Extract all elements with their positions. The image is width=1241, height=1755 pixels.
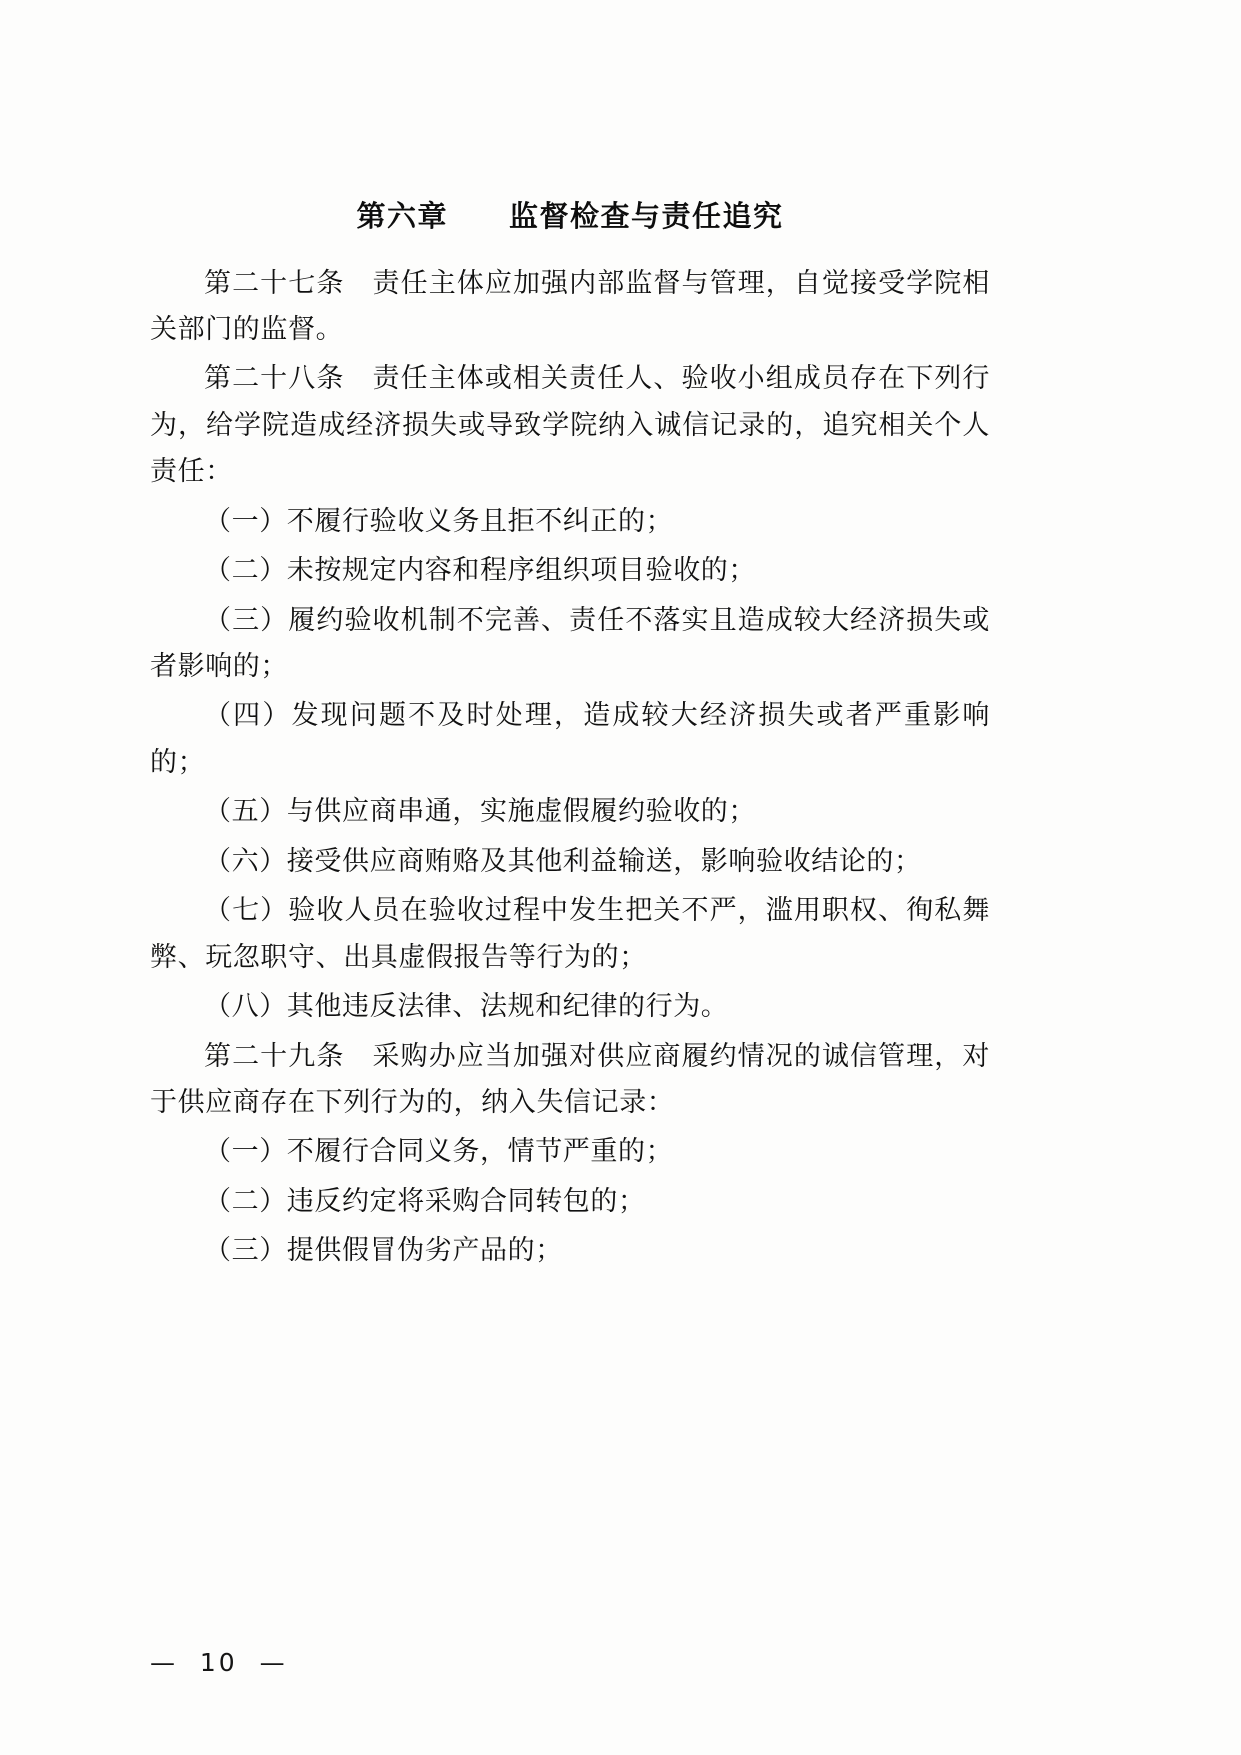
article-29-item-1: （一）不履行合同义务，情节严重的；	[204, 1136, 674, 1168]
article-28: 第二十八条 责任主体或相关责任人、验收小组成员存在下列行为，给学院造成经济损失或导致学院纳入诚信记录的，追究相关个人责任：	[150, 363, 990, 488]
article-28-item-6: （六）接受供应商贿赂及其他利益输送，影响验收结论的；	[204, 845, 922, 877]
article-29-item-3: （三）提供假冒伪劣产品的；	[204, 1235, 563, 1267]
article-29-item-2: （二）违反约定将采购合同转包的；	[204, 1185, 646, 1217]
article-28-item-8: （八）其他违反法律、法规和纪律的行为。	[204, 991, 729, 1023]
article-28-item-3: （三）履约验收机制不完善、责任不落实且造成较大经济损失或者影响的；	[150, 604, 990, 682]
article-28-item-1: （一）不履行验收义务且拒不纠正的；	[204, 505, 674, 537]
article-28-item-2: （二）未按规定内容和程序组织项目验收的；	[204, 555, 756, 587]
article-28-item-5: （五）与供应商串通，实施虚假履约验收的；	[204, 796, 756, 828]
page-footer	[150, 1648, 990, 1677]
page-number: — 10 —	[150, 1648, 288, 1677]
article-28-item-7: （七）验收人员在验收过程中发生把关不严，滥用职权、徇私舞弊、玩忽职守、出具虚假报告等行为的；	[150, 895, 990, 973]
page-content	[150, 195, 990, 1278]
chapter-title: 第六章 监督检查与责任追究	[356, 199, 784, 233]
article-29: 第二十九条 采购办应当加强对供应商履约情况的诚信管理，对于供应商存在下列行为的，纳入失信记录：	[150, 1040, 990, 1118]
article-28-item-4: （四）发现问题不及时处理，造成较大经济损失或者严重影响的；	[150, 700, 990, 778]
article-27: 第二十七条 责任主体应加强内部监督与管理，自觉接受学院相关部门的监督。	[150, 267, 990, 345]
